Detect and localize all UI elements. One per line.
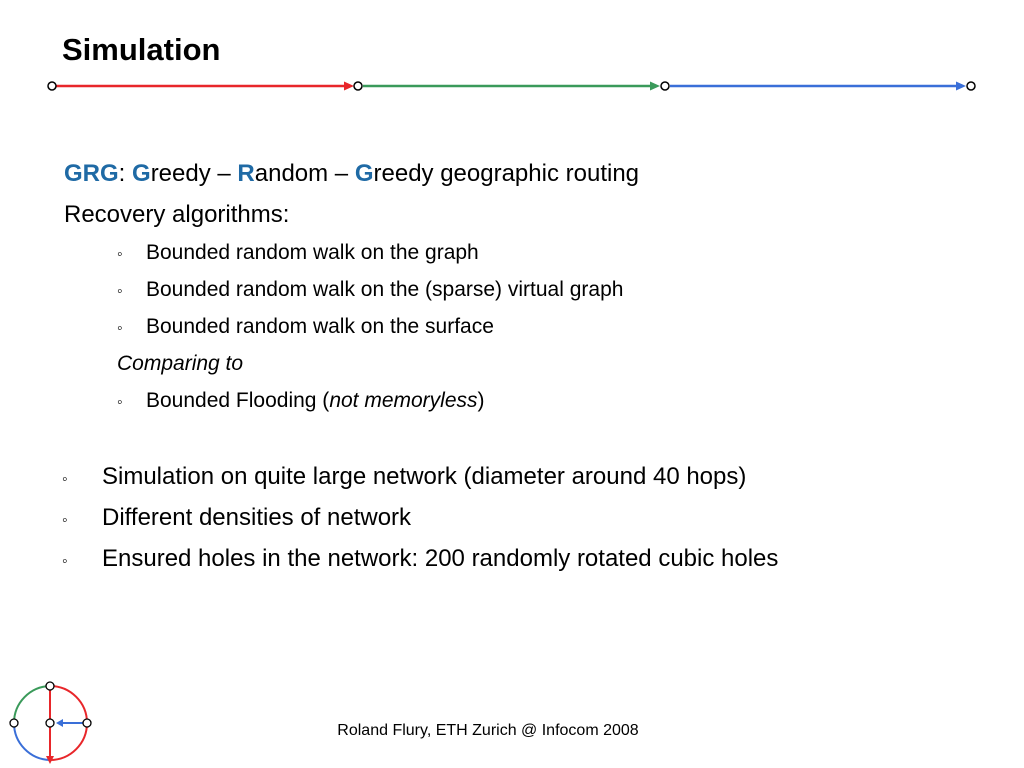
- title-divider: [0, 70, 1024, 102]
- grg-letter-r: R: [237, 160, 255, 187]
- bullet-icon: ◦: [62, 512, 68, 529]
- recovery-item-text: Bounded random walk on the (sparse) virtual graph: [146, 278, 624, 301]
- grg-word-reedy2: reedy geographic routing: [373, 160, 640, 187]
- divider-node: [967, 82, 975, 90]
- slide-title: Simulation: [62, 32, 221, 67]
- main-bullet-text: Different densities of network: [102, 504, 412, 531]
- grg-word-andom: andom –: [254, 160, 355, 187]
- main-bullet-text: Simulation on quite large network (diameter around 40 hops): [102, 463, 747, 490]
- bullet-icon: ◦: [62, 553, 68, 570]
- recovery-item: [117, 313, 494, 343]
- recovery-heading: Recovery algorithms:: [64, 201, 290, 228]
- bullet-icon: ◦: [117, 320, 123, 337]
- bullet-icon: ◦: [117, 394, 123, 411]
- recovery-item: [117, 276, 623, 306]
- divider-segment-blue: [670, 82, 966, 91]
- grg-letter-g2: G: [354, 160, 374, 187]
- main-bullet: [62, 543, 778, 578]
- flooding-italic: not memoryless: [329, 389, 478, 412]
- bullet-icon: ◦: [117, 283, 123, 300]
- grg-word-reedy1: reedy –: [150, 160, 238, 187]
- grg-acronym: GRG: [64, 160, 119, 187]
- divider-node: [48, 82, 56, 90]
- grg-letter-g1: G: [132, 160, 151, 187]
- bullet-icon: ◦: [117, 246, 123, 263]
- bullet-icon: ◦: [62, 471, 68, 488]
- divider-node: [661, 82, 669, 90]
- main-bullet: [62, 502, 411, 537]
- recovery-item: [117, 239, 479, 269]
- divider-node: [354, 82, 362, 90]
- flooding-item: [117, 387, 485, 417]
- grg-definition: [64, 158, 639, 190]
- grg-colon: :: [118, 160, 133, 187]
- comparing-label: Comparing to: [117, 352, 244, 375]
- slide-footer: Roland Flury, ETH Zurich @ Infocom 2008: [337, 722, 639, 739]
- flooding-prefix: Bounded Flooding (: [146, 389, 330, 412]
- flooding-suffix: ): [477, 389, 485, 412]
- divider-segment-red: [56, 82, 354, 91]
- recovery-item-text: Bounded random walk on the graph: [146, 241, 479, 264]
- main-bullet: [62, 461, 746, 496]
- recovery-item-text: Bounded random walk on the surface: [146, 315, 494, 338]
- main-bullet-text: Ensured holes in the network: 200 randomly rotated cubic holes: [102, 545, 779, 572]
- divider-segment-green: [363, 82, 660, 91]
